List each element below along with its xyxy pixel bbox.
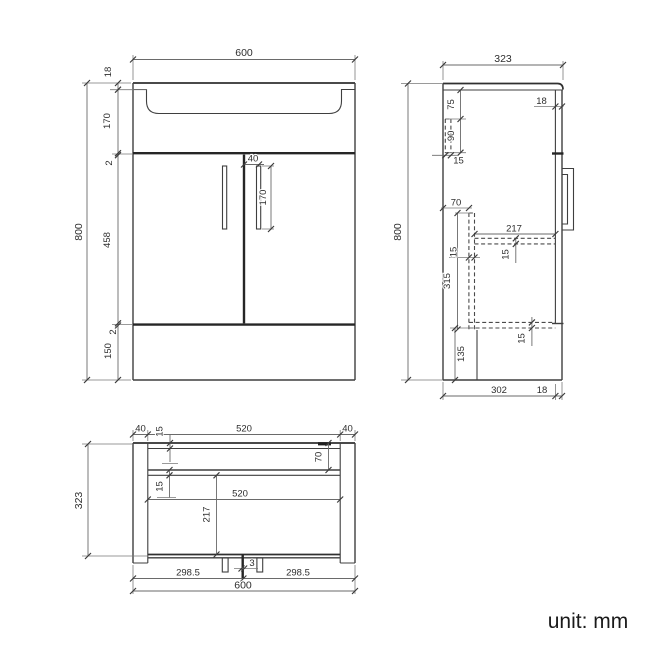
- dim-front-overall-width: 600: [235, 47, 253, 59]
- dim-front-door-height: 458: [102, 232, 113, 248]
- dim-front-basin-depth: 170: [102, 113, 113, 129]
- side-view-dimensions: [392, 53, 566, 400]
- unit-label: unit: mm: [547, 610, 629, 633]
- dim-plan-side-panel-right: 40: [342, 423, 353, 435]
- dim-side-rail-height: 90: [446, 130, 457, 142]
- dim-side-partition-height: 315: [442, 273, 453, 289]
- dim-plan-inner-width-top: 520: [236, 423, 252, 435]
- dim-front-gap-bottom: 2: [108, 329, 119, 335]
- dim-side-overall-depth: 323: [494, 53, 512, 65]
- dim-side-plinth-clearance: 135: [456, 346, 467, 362]
- dim-front-handle-length: 170: [258, 189, 269, 206]
- dim-side-rail-thickness: 15: [453, 155, 464, 167]
- dim-plan-door-width-right: 298.5: [286, 567, 310, 579]
- front-view-outline: [133, 83, 355, 380]
- dim-side-overall-height: 800: [392, 223, 404, 241]
- dim-side-rail-top-offset: 75: [446, 99, 457, 110]
- dim-side-bottom-panel-thickness: 15: [516, 333, 528, 344]
- partition-hidden: [469, 213, 475, 330]
- dim-side-top-panel-thickness: 18: [536, 96, 547, 107]
- dim-plan-overall-depth: 323: [73, 491, 85, 510]
- dim-plan-side-panel-left: 40: [135, 423, 146, 435]
- front-view-dimensions: [73, 47, 358, 383]
- dim-plan-door-width-left: 298.5: [176, 567, 200, 579]
- plan-view-dimensions: [73, 424, 358, 595]
- dim-front-rim-height: 18: [103, 66, 114, 78]
- dim-plan-front-rail-offset: 70: [313, 451, 325, 463]
- dim-side-carcass-depth: 302: [491, 385, 507, 396]
- side-door-handle: [562, 169, 574, 231]
- plan-right-handle: [257, 558, 263, 572]
- bottom-panel-hidden: [469, 322, 555, 328]
- dim-front-handle-offset: 40: [247, 153, 259, 165]
- side-view: [392, 53, 574, 400]
- dim-side-shelf-depth: 217: [506, 223, 522, 235]
- dim-plan-inner-depth: 217: [201, 506, 213, 523]
- dim-side-door-thickness: 18: [536, 385, 548, 396]
- dim-plan-door-gap: 3: [249, 558, 255, 569]
- dim-side-partition-thickness: 15: [448, 246, 460, 258]
- dim-front-overall-height: 800: [73, 223, 85, 241]
- plan-view: [73, 424, 358, 595]
- dim-plan-back-panel-thickness: 15: [154, 426, 166, 437]
- dim-side-shelf-thickness: 15: [500, 249, 512, 260]
- dim-plan-overall-width: 600: [234, 579, 252, 592]
- left-door-handle: [223, 166, 227, 229]
- dim-front-gap-top: 2: [104, 160, 115, 166]
- front-view: [73, 47, 358, 383]
- dim-front-plinth-height: 150: [103, 343, 114, 359]
- dim-side-shelf-back-offset: 70: [450, 197, 462, 209]
- plan-left-handle: [222, 558, 228, 572]
- dim-plan-rail-thickness: 15: [154, 481, 166, 492]
- dim-plan-inner-width: 520: [232, 488, 248, 500]
